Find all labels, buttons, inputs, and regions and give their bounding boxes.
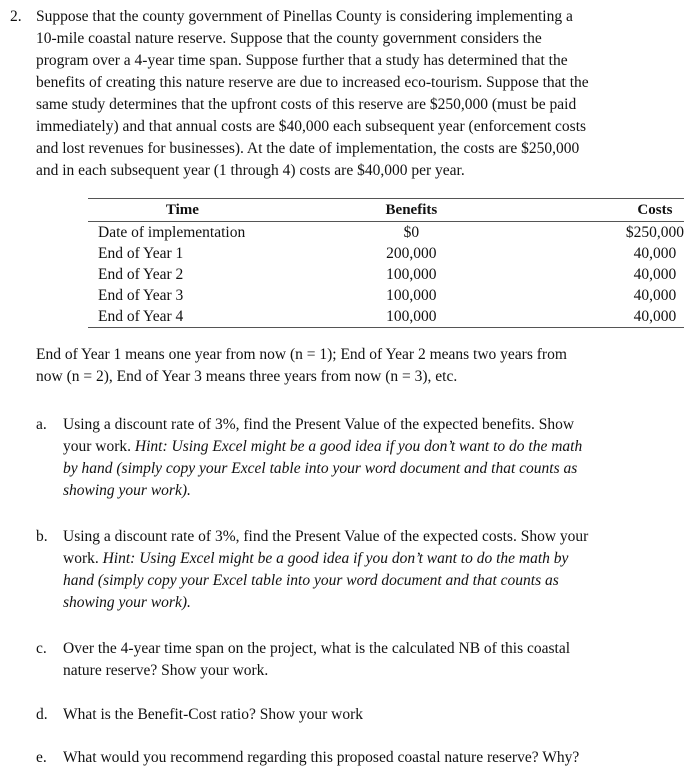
intro-line: benefits of creating this nature reserve are due to increased eco-tourism. Suppose that the <box>36 74 589 91</box>
cell-time: End of Year 1 <box>98 244 184 262</box>
intro-line: 10-mile coastal nature reserve. Suppose that the county government considers the <box>36 30 542 47</box>
question-d <box>36 704 681 726</box>
cell-benefits: 100,000 <box>386 265 437 283</box>
cell-time: End of Year 4 <box>88 306 347 328</box>
problem-intro <box>36 6 686 182</box>
question-label: d. <box>36 706 48 723</box>
cell-costs: 40,000 <box>633 265 677 283</box>
benefits-costs-table <box>88 198 684 328</box>
problem-number: 2. <box>10 8 22 25</box>
question-label: c. <box>36 640 47 657</box>
cell-costs: 40,000 <box>633 244 677 262</box>
table-row <box>88 264 684 285</box>
question-hint: hand (simply copy your Excel table into your word document and that counts as <box>63 572 559 589</box>
cell-costs: 40,000 <box>633 286 677 304</box>
cell-costs: 40,000 <box>476 306 684 328</box>
question-hint: showing your work). <box>63 594 191 611</box>
question-hint: Hint: Using Excel might be a good idea if you don’t want to do the math by <box>102 550 569 567</box>
cell-time: End of Year 3 <box>98 286 184 304</box>
question-b <box>36 526 681 614</box>
header-costs: Costs <box>476 199 684 222</box>
question-text: Over the 4-year time span on the project, what is the calculated NB of this coastal <box>63 640 571 657</box>
table-row <box>88 285 684 306</box>
question-text-plain: your work. <box>63 438 135 455</box>
question-text: Using a discount rate of 3%, find the Present Value of the expected benefits. Show <box>63 416 575 433</box>
header-time: Time <box>88 199 347 222</box>
question-e <box>36 747 681 769</box>
question-text: nature reserve? Show your work. <box>63 662 269 679</box>
question-label: a. <box>36 416 47 433</box>
table-header-row <box>88 199 684 222</box>
question-text: What is the Benefit-Cost ratio? Show your work <box>63 706 364 723</box>
question-text <box>63 548 681 570</box>
table-row <box>88 243 684 264</box>
question-hint: Hint: Using Excel might be a good idea if you don’t want to do the math <box>134 438 583 455</box>
cell-benefits: $0 <box>403 223 420 241</box>
table-row <box>88 306 684 328</box>
cell-benefits: 100,000 <box>347 306 476 328</box>
question-label: e. <box>36 749 47 766</box>
intro-line: program over a 4-year time span. Suppose further that a study has determined that the <box>36 52 568 69</box>
question-hint: by hand (simply copy your Excel table into your word document and that counts as <box>63 460 578 477</box>
question-hint: showing your work). <box>63 482 191 499</box>
header-benefits: Benefits <box>347 199 476 222</box>
cell-time: End of Year 2 <box>98 265 184 283</box>
note-line: now (n = 2), End of Year 3 means three years from now (n = 3), etc. <box>36 368 458 385</box>
question-a <box>36 414 681 502</box>
intro-line: and lost revenues for businesses). At the date of implementation, the costs are $250,000 <box>36 140 580 157</box>
cell-costs: $250,000 <box>625 223 684 241</box>
question-label: b. <box>36 528 48 545</box>
table-row <box>88 222 684 244</box>
cell-time: Date of implementation <box>98 223 246 241</box>
cell-benefits: 200,000 <box>386 244 437 262</box>
cell-benefits: 100,000 <box>386 286 437 304</box>
intro-line: and in each subsequent year (1 through 4) costs are $40,000 per year. <box>36 162 465 179</box>
note-line: End of Year 1 means one year from now (n = 1); End of Year 2 means two years from <box>36 346 567 363</box>
question-text-plain: work. <box>63 550 103 567</box>
question-text: Using a discount rate of 3%, find the Present Value of the expected costs. Show your <box>63 528 589 545</box>
question-text: What would you recommend regarding this proposed coastal nature reserve? Why? <box>63 749 580 766</box>
question-c <box>36 638 681 682</box>
year-note <box>36 344 676 388</box>
question-text <box>63 436 681 458</box>
intro-line: same study determines that the upfront costs of this reserve are $250,000 (must be paid <box>36 96 577 113</box>
intro-line: immediately) and that annual costs are $40,000 each subsequent year (enforcement costs <box>36 118 587 135</box>
problem-2 <box>10 6 682 182</box>
intro-line: Suppose that the county government of Pinellas County is considering implementing a <box>36 8 573 25</box>
